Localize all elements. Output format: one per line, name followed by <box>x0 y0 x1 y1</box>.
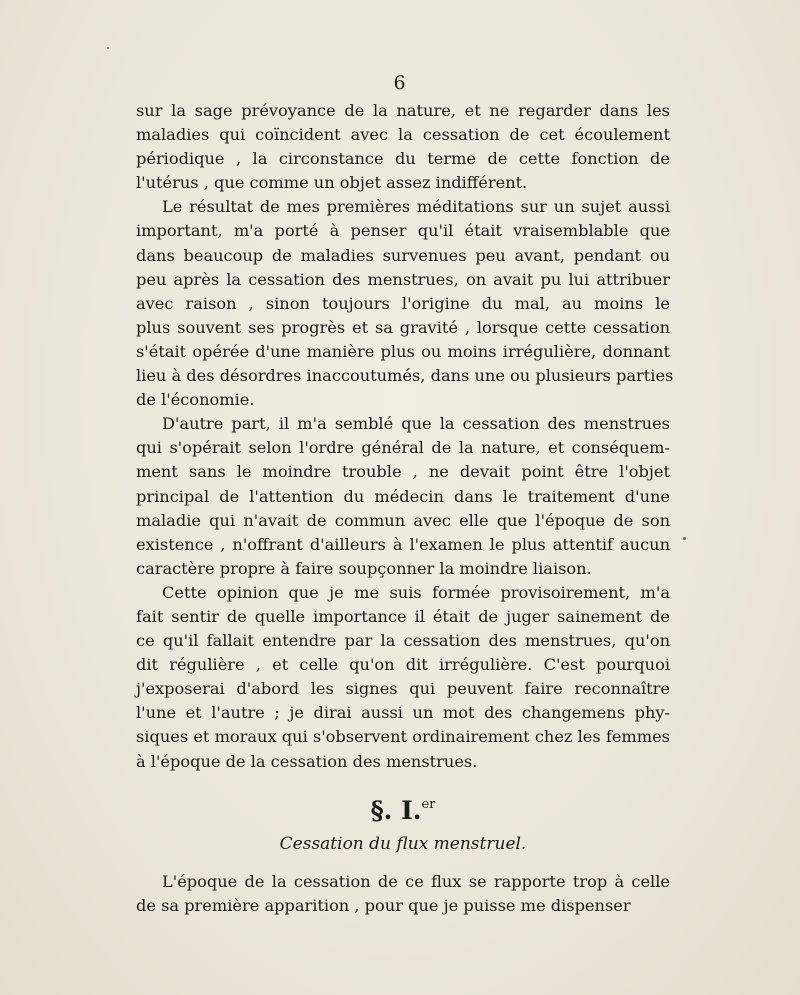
text-line: sur la sage prévoyance de la nature, et ne regarder dans les <box>136 101 670 120</box>
text-line: plus souvent ses progrès et sa gravité , lorsque cette cessation <box>136 317 670 337</box>
text-line: dans beaucoup de maladies survenues peu avant, pendant ou <box>136 245 670 265</box>
text-line: maladies qui coïncident avec la cessation de cet écoulement <box>136 125 670 145</box>
text-line: caractère propre à faire soupçonner la moindre liaison. <box>136 558 592 578</box>
text-line: à l'époque de la cessation des menstrues. <box>136 751 478 771</box>
text-line: dit régulière , et celle qu'on dit irrégulière. C'est pourquoi <box>136 655 670 675</box>
text-line: s'était opérée d'une manière plus ou moins irrégulière, donnant <box>136 341 670 361</box>
paragraph <box>136 581 670 774</box>
text-line: principal de l'attention du médecin dans le traitement d'une <box>136 486 670 506</box>
paragraph <box>136 412 670 581</box>
text-line: Le résultat de mes premières méditations sur un sujet aussi <box>162 197 670 217</box>
paper-speck <box>107 47 109 49</box>
section-superscript: er <box>421 796 436 812</box>
text-line: périodique , la circonstance du terme de cette fonction de <box>136 149 670 169</box>
text-line: peu après la cessation des menstrues, on avait pu lui attribuer <box>136 269 670 289</box>
paragraph <box>136 195 674 412</box>
section-number <box>136 788 670 828</box>
body-text <box>136 99 674 918</box>
paragraph <box>136 99 670 195</box>
text-line: lieu à des désordres inaccoutumés, dans une ou plusieurs parties <box>136 366 674 386</box>
paper-speck <box>683 537 686 540</box>
text-line: avec raison , sinon toujours l'origine du mal, au moins le <box>136 293 670 313</box>
paragraph <box>136 870 670 918</box>
text-line: de l'économie. <box>136 390 255 410</box>
text-line: j'exposerai d'abord les signes qui peuvent faire reconnaître <box>136 679 670 699</box>
text-line: Cette opinion que je me suis formée provisoirement, m'a <box>162 582 670 602</box>
text-line: ment sans le moindre trouble , ne devait point être l'objet <box>136 462 670 482</box>
text-line: l'une et l'autre ; je dirai aussi un mot des changemens phy- <box>136 703 670 723</box>
text-line: l'utérus , que comme un objet assez indifférent. <box>136 173 528 193</box>
text-line: L'époque de la cessation de ce flux se rapporte trop à celle <box>162 871 670 891</box>
text-line: qui s'opérait selon l'ordre général de la nature, et conséquem- <box>136 438 670 458</box>
text-line: maladie qui n'avait de commun avec elle que l'époque de son <box>136 510 670 530</box>
text-line: de sa première apparition , pour que je puisse me dispenser <box>136 895 631 915</box>
text-line: ce qu'il fallait entendre par la cessation des menstrues, qu'on <box>136 631 670 651</box>
text-line: D'autre part, il m'a semblé que la cessation des menstrues <box>162 414 670 434</box>
section-mark-text: §. I. <box>370 795 422 825</box>
text-line: important, m'a porté à penser qu'il était vraisemblable que <box>136 221 670 241</box>
text-line: existence , n'offrant d'ailleurs à l'examen le plus attentif aucun <box>136 534 670 554</box>
text-line: siques et moraux qui s'observent ordinairement chez les femmes <box>136 727 670 747</box>
section-title: Cessation du flux menstruel. <box>279 833 527 854</box>
text-line: fait sentir de quelle importance il était de juger sainement de <box>136 606 670 626</box>
page-number: 6 <box>393 72 407 94</box>
